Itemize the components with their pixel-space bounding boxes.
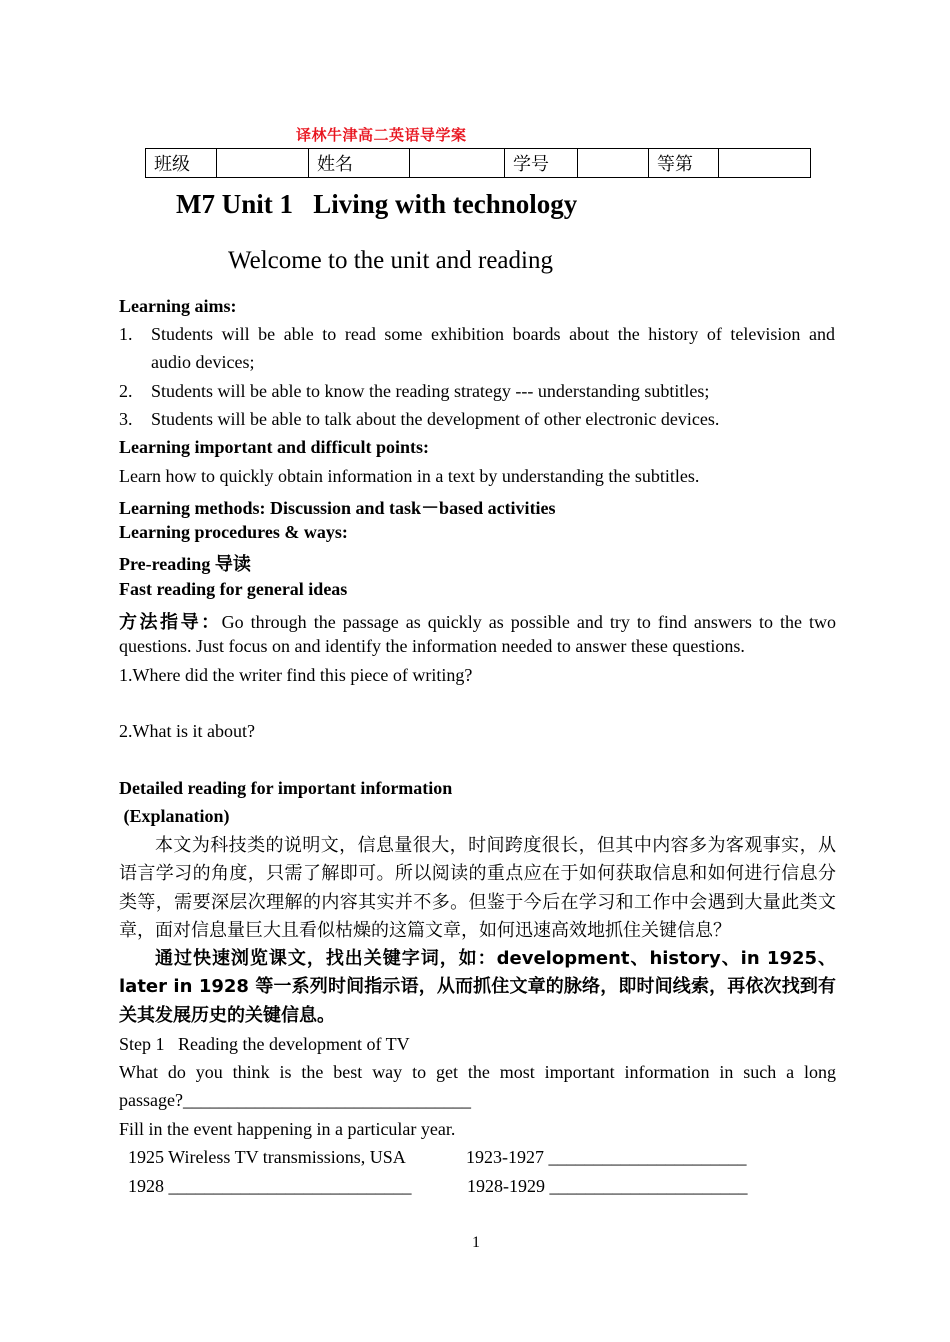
pre-reading-label: Pre-reading xyxy=(119,554,215,574)
aim-2-text: Students will be able to know the reading strategy --- understanding subtitles; xyxy=(151,381,710,401)
key-points-text: Learn how to quickly obtain information in a text by understanding the subtitles. xyxy=(119,466,700,486)
name-field[interactable] xyxy=(410,149,505,178)
question-2: 2.What is it about? xyxy=(119,721,255,741)
class-label: 班级 xyxy=(146,149,217,178)
aim-2-number: 2. xyxy=(119,381,133,401)
pre-reading-heading xyxy=(119,550,251,576)
pre-reading-cn: 导读 xyxy=(214,554,251,575)
student-info-table xyxy=(145,148,811,178)
learning-procedures: Learning procedures & ways: xyxy=(119,522,348,542)
question-1: 1.Where did the writer find this piece of writing? xyxy=(119,665,473,685)
fill-instruction: Fill in the event happening in a particular year. xyxy=(119,1119,456,1139)
worksheet-header-title: 译林牛津高二英语导学案 xyxy=(296,126,467,144)
detailed-reading-heading: Detailed reading for important information xyxy=(119,778,453,798)
lesson-subtitle: Welcome to the unit and reading xyxy=(228,247,553,274)
step-1-question-blank: passage?________________________________ xyxy=(119,1090,471,1110)
aim-3-text: Students will be able to talk about the development of other electronic devices. xyxy=(151,409,720,429)
student-id-label: 学号 xyxy=(505,149,578,178)
page-number: 1 xyxy=(472,1234,480,1251)
method-guide xyxy=(119,608,836,634)
method-guide-text-cont: questions. Just focus on and identify the information needed to answer these questions. xyxy=(119,636,745,656)
rank-label: 等第 xyxy=(649,149,719,178)
learning-methods: Learning methods: Discussion and task－based activities xyxy=(119,498,556,518)
method-guide-label: 方法指导： xyxy=(119,612,222,633)
aim-1-number: 1. xyxy=(119,324,133,344)
step-1-title: Step 1 Reading the development of TV xyxy=(119,1034,410,1054)
method-guide-text: Go through the passage as quickly as possible and try to find answers to the two xyxy=(221,612,836,632)
name-label: 姓名 xyxy=(309,149,410,178)
timeline-row-2-left: 1928 ___________________________ xyxy=(128,1176,412,1196)
step-1-question: What do you think is the best way to get the most important information in such a long xyxy=(119,1062,836,1082)
rank-field[interactable] xyxy=(719,149,811,178)
aim-1-text: Students will be able to read some exhibition boards about the history of television and xyxy=(151,324,835,344)
timeline-row-1-left: 1925 Wireless TV transmissions, USA xyxy=(128,1147,406,1167)
learning-aims-heading: Learning aims: xyxy=(119,296,237,316)
aim-3-number: 3. xyxy=(119,409,133,429)
strategy-paragraph: 通过快速浏览课文，找出关键字词，如：development、history、in 1925、later in 1928 等一系列时间指示语，从而抓住文章的脉络，即时间线索，再依次找到有关其发展历史的关键信息。 xyxy=(119,948,836,1026)
key-points-heading: Learning important and difficult points: xyxy=(119,437,430,457)
explanation-paragraph: 本文为科技类的说明文，信息量很大，时间跨度很长，但其中内容多为客观事实，从语言学习的角度，只需了解即可。所以阅读的重点应在于如何获取信息和如何进行信息分类等，需要深层次理解的内容其实并不多。但鉴于今后在学习和工作中会遇到大量此类文章，面对信息量巨大且看似枯燥的这篇文章，如何迅速高效地抓住关键信息？ xyxy=(119,835,836,942)
fast-reading-heading: Fast reading for general ideas xyxy=(119,579,348,599)
unit-title: M7 Unit 1 Living with technology xyxy=(176,189,578,219)
class-field[interactable] xyxy=(217,149,309,178)
explanation-label: (Explanation) xyxy=(119,806,230,826)
aim-1-text-cont: audio devices; xyxy=(151,352,255,372)
student-id-field[interactable] xyxy=(578,149,649,178)
timeline-row-2-right: 1928-1929 ______________________ xyxy=(467,1176,748,1196)
timeline-row-1-right: 1923-1927 ______________________ xyxy=(466,1147,747,1167)
